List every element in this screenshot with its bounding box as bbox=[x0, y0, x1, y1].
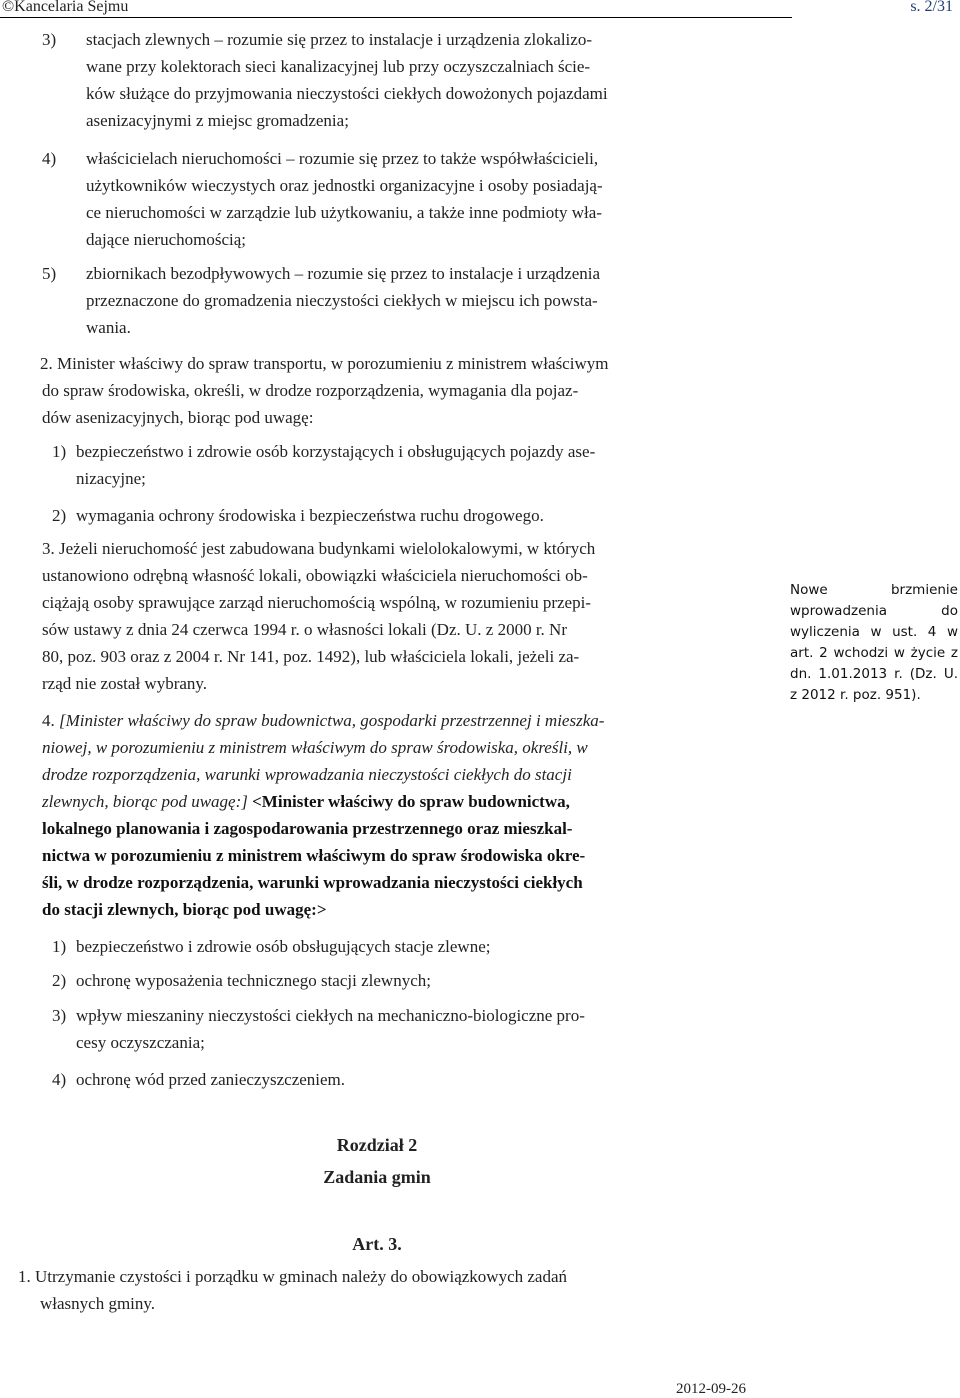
item-number: 3) bbox=[52, 1006, 67, 1025]
text-line: 1. Utrzymanie czystości i porządku w gminach należy do obowiązkowych zadań bbox=[18, 1267, 568, 1286]
paragraph-number: 4. bbox=[42, 711, 55, 730]
paragraph-2-item-1 bbox=[42, 438, 757, 492]
text-line: ustanowiono odrębną własność lokali, obowiązki właściciela nieruchomości ob- bbox=[42, 566, 588, 585]
text-line: dające nieruchomością; bbox=[86, 230, 247, 249]
text-line: własnych gminy. bbox=[40, 1294, 156, 1313]
chapter-number: Rozdział 2 bbox=[336, 1135, 418, 1155]
item-number: 5) bbox=[42, 264, 57, 283]
text-line: asenizacyjnymi z miejsc gromadzenia; bbox=[86, 111, 349, 130]
chapter-title: Zadania gmin bbox=[323, 1167, 431, 1187]
item-number: 4) bbox=[42, 149, 57, 168]
item-number: 1) bbox=[52, 442, 67, 461]
text-line: 3. Jeżeli nieruchomość jest zabudowana budynkami wielolokalowymi, w których bbox=[42, 539, 596, 558]
text-line: wania. bbox=[86, 318, 131, 337]
repealed-text: niowej, w porozumieniu z ministrem właściwym do spraw środowiska, określi, w bbox=[42, 738, 588, 757]
text-line: bezpieczeństwo i zdrowie osób obsługujących stacje zlewne; bbox=[76, 937, 491, 956]
text-line: bezpieczeństwo i zdrowie osób korzystających i obsługujących pojazdy ase- bbox=[76, 442, 596, 461]
article-3-paragraph-1 bbox=[18, 1263, 752, 1317]
definition-item-3 bbox=[42, 26, 757, 134]
paragraph-3 bbox=[42, 535, 757, 697]
text-line: właścicielach nieruchomości – rozumie się przez to także współwłaścicieli, bbox=[86, 149, 599, 168]
page-number: s. 2/31 bbox=[910, 0, 953, 15]
header-rule bbox=[0, 17, 792, 18]
paragraph-4 bbox=[42, 707, 757, 923]
amended-text: nictwa w porozumieniu z ministrem właściwym do spraw środowiska okre- bbox=[42, 846, 586, 865]
text-line: ce nieruchomości w zarządzie lub użytkowaniu, a także inne podmioty wła- bbox=[86, 203, 602, 222]
item-number: 2) bbox=[52, 971, 67, 990]
text-line: zbiornikach bezodpływowych – rozumie się przez to instalacje i urządzenia bbox=[86, 264, 601, 283]
text-line: sów ustawy z dnia 24 czerwca 1994 r. o własności lokali (Dz. U. z 2000 r. Nr bbox=[42, 620, 567, 639]
repealed-text: [Minister właściwy do spraw budownictwa, gospodarki przestrzennej i mieszka- bbox=[59, 711, 605, 730]
amended-text: do stacji zlewnych, biorąc pod uwagę:> bbox=[42, 900, 327, 919]
text-line: nizacyjne; bbox=[76, 469, 146, 488]
paragraph-4-item-1 bbox=[42, 933, 757, 960]
text-line: cesy oczyszczania; bbox=[76, 1033, 205, 1052]
definition-item-5 bbox=[42, 260, 757, 341]
text-line: rząd nie został wybrany. bbox=[42, 674, 208, 693]
paragraph-2 bbox=[42, 350, 757, 431]
text-line: użytkowników wieczystych oraz jednostki organizacyjne i osoby posiadają- bbox=[86, 176, 603, 195]
text-line: dów asenizacyjnych, biorąc pod uwagę: bbox=[42, 408, 314, 427]
text-line: ochronę wyposażenia technicznego stacji zlewnych; bbox=[76, 971, 431, 990]
header-source: ©Kancelaria Sejmu bbox=[2, 0, 129, 15]
article-heading: Art. 3. bbox=[352, 1234, 402, 1254]
text-line: 80, poz. 903 oraz z 2004 r. Nr 141, poz. 1492), lub właściciela lokali, jeżeli za- bbox=[42, 647, 580, 666]
repealed-text: drodze rozporządzenia, warunki wprowadzania nieczystości ciekłych do stacji bbox=[42, 765, 572, 784]
item-number: 3) bbox=[42, 30, 57, 49]
text-line: ków służące do przyjmowania nieczystości ciekłych dowożonych pojazdami bbox=[86, 84, 608, 103]
amended-text: lokalnego planowania i zagospodarowania przestrzennego oraz mieszkal- bbox=[42, 819, 573, 838]
text-line: ochronę wód przed zanieczyszczeniem. bbox=[76, 1070, 346, 1089]
paragraph-4-item-3 bbox=[42, 1002, 757, 1056]
text-line: stacjach zlewnych – rozumie się przez to instalacje i urządzenia zlokalizo- bbox=[86, 30, 592, 49]
definition-item-4 bbox=[42, 145, 757, 253]
text-line: 2. Minister właściwy do spraw transportu, w porozumieniu z ministrem właściwym bbox=[40, 354, 609, 373]
amended-text: <Minister właściwy do spraw budownictwa, bbox=[252, 792, 570, 811]
text-line: wane przy kolektorach sieci kanalizacyjnej lub przy oczyszczalniach ście- bbox=[86, 57, 591, 76]
text-line: wpływ mieszaniny nieczystości ciekłych na mechaniczno-biologiczne pro- bbox=[76, 1006, 585, 1025]
text-line: ciążają osoby sprawujące zarząd nieruchomością wspólną, w rozumieniu przepi- bbox=[42, 593, 591, 612]
paragraph-4-item-2 bbox=[42, 967, 757, 994]
text-line: przeznaczone do gromadzenia nieczystości ciekłych w miejscu ich powsta- bbox=[86, 291, 598, 310]
paragraph-2-item-2 bbox=[42, 502, 757, 529]
text-line: do spraw środowiska, określi, w drodze rozporządzenia, wymagania dla pojaz- bbox=[42, 381, 579, 400]
paragraph-4-item-4 bbox=[42, 1066, 757, 1093]
text-line: wymagania ochrony środowiska i bezpieczeństwa ruchu drogowego. bbox=[76, 506, 544, 525]
amended-text: śli, w drodze rozporządzenia, warunki wprowadzania nieczystości ciekłych bbox=[42, 873, 583, 892]
margin-note: Nowe brzmienie wprowadzenia do wyliczenia w ust. 4 w art. 2 wchodzi w życie z dn. 1.01.2013 r. (Dz. U. z 2012 r. poz. 951). bbox=[790, 582, 958, 703]
item-number: 1) bbox=[52, 937, 67, 956]
footer-date: 2012-09-26 bbox=[676, 1381, 746, 1397]
repealed-text: zlewnych, biorąc pod uwagę:] bbox=[42, 792, 248, 811]
item-number: 4) bbox=[52, 1070, 67, 1089]
item-number: 2) bbox=[52, 506, 67, 525]
